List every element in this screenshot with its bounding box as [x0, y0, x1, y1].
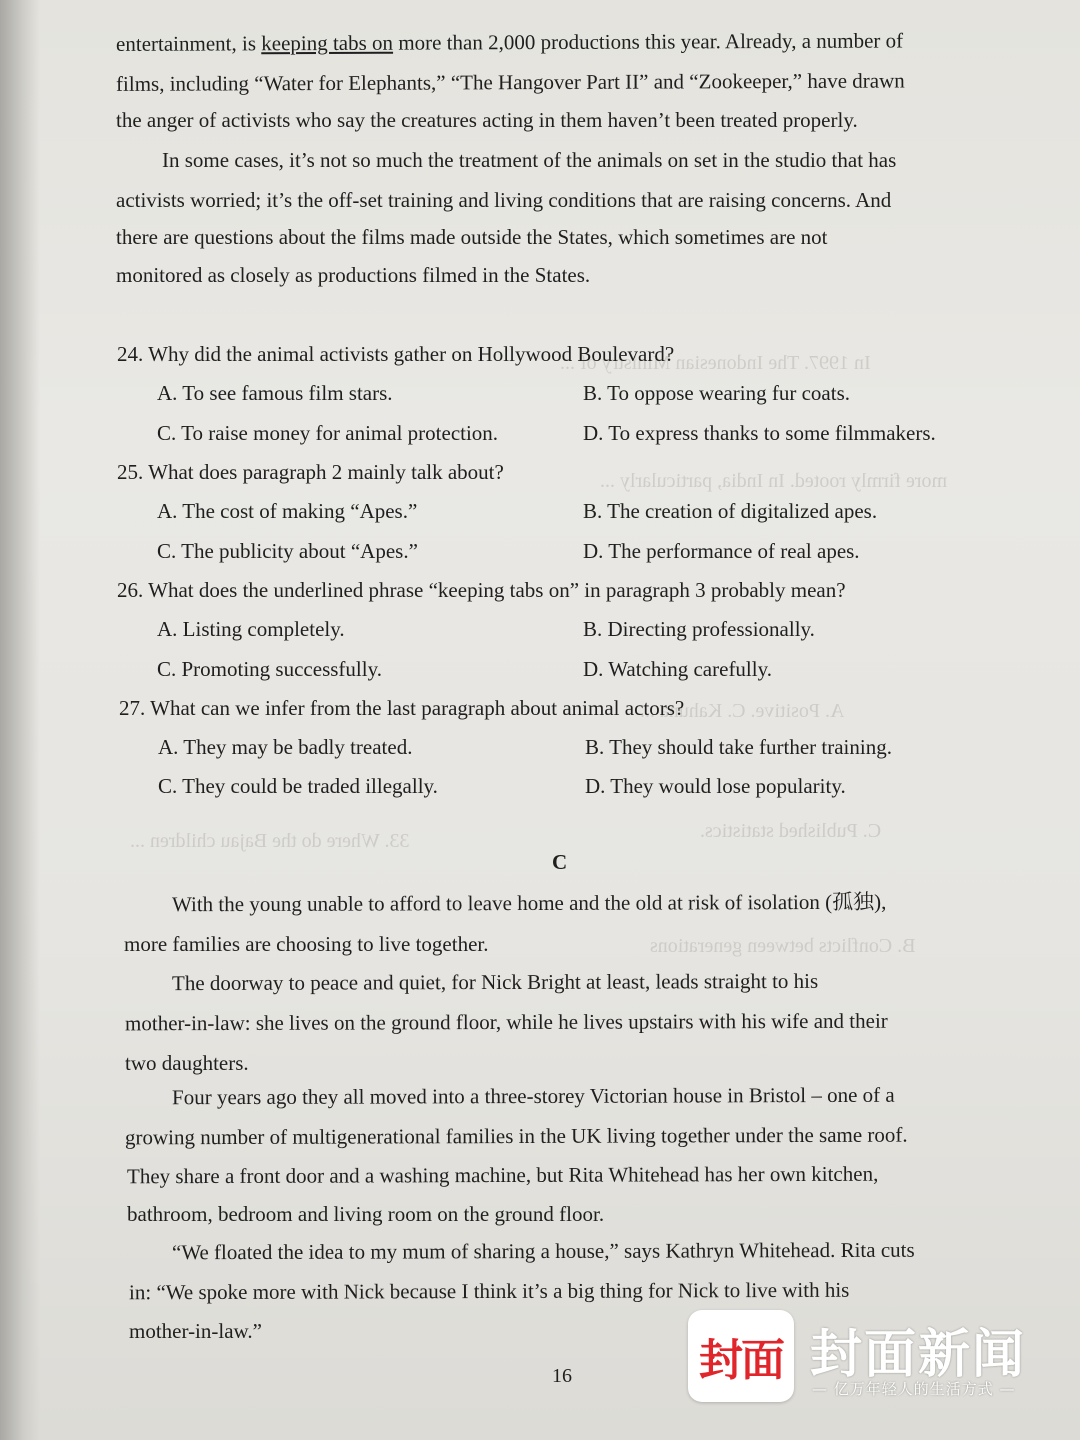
- passage-line: The doorway to peace and quiet, for Nick Bright at least, leads straight to his: [171, 968, 819, 996]
- option-c: C. Promoting successfully.: [157, 657, 382, 681]
- option-b: B. To oppose wearing fur coats.: [583, 381, 851, 405]
- passage-line: mother-in-law: she lives on the ground floor, while he lives upstairs with his wife and their: [124, 1008, 888, 1036]
- passage-line: activists worried; it’s the off-set training and living conditions that are raising concerns. And: [116, 188, 892, 212]
- page-number: 16: [552, 1365, 572, 1387]
- option-d: D. Watching carefully.: [583, 657, 772, 681]
- option-a: A. Listing completely.: [157, 617, 345, 641]
- bleed-through: B. Conflicts between generations: [650, 935, 916, 957]
- question-stem: 24. Why did the animal activists gather on Hollywood Boulevard?: [117, 342, 675, 366]
- question-stem: 26. What does the underlined phrase “keeping tabs on” in paragraph 3 probably mean?: [117, 578, 846, 602]
- passage-line: more families are choosing to live together.: [124, 932, 489, 956]
- passage-line: two daughters.: [125, 1051, 249, 1075]
- passage-line: films, including “Water for Elephants,” “The Hangover Part II” and “Zookeeper,” have drawn: [115, 68, 905, 96]
- option-a: A. The cost of making “Apes.”: [157, 499, 418, 523]
- underlined-phrase: keeping tabs on: [261, 30, 394, 56]
- passage-line: They share a front door and a washing machine, but Rita Whitehead has her own kitchen,: [126, 1161, 879, 1189]
- bleed-through: more firmly rooted. In India, particularly ...: [600, 470, 948, 492]
- watermark-tagline: — 亿万年轻人的生活方式 —: [812, 1380, 1016, 1398]
- option-c: C. The publicity about “Apes.”: [157, 539, 418, 563]
- book-gutter-shadow: [0, 0, 40, 1440]
- passage-line: growing number of multigenerational families in the UK living together under the same roof.: [124, 1122, 908, 1150]
- option-d: D. The performance of real apes.: [583, 539, 860, 563]
- passage-line: entertainment, is keeping tabs on more than 2,000 productions this year. Already, a number of: [115, 28, 904, 56]
- passage-line: “We floated the idea to my mum of sharing a house,” says Kathryn Whitehead. Rita cuts: [171, 1237, 915, 1265]
- option-b: B. Directing professionally.: [583, 617, 815, 641]
- question-stem: 27. What can we infer from the last paragraph about animal actors?: [119, 696, 685, 720]
- bleed-through: In 1997. The Indonesian Ministry of ...: [560, 352, 871, 374]
- bleed-through: C. Published statistics.: [700, 820, 882, 842]
- option-b: B. They should take further training.: [585, 735, 892, 759]
- passage-line: In some cases, it’s not so much the treatment of the animals on set in the studio that has: [162, 148, 897, 172]
- passage-line: there are questions about the films made outside the States, which sometimes are not: [116, 225, 828, 249]
- passage-line: With the young unable to afford to leave home and the old at risk of isolation (孤独),: [171, 889, 887, 917]
- bleed-through: 33. Where do the Bajau children ...: [130, 830, 410, 852]
- watermark-name: 封面新闻: [810, 1325, 1027, 1385]
- option-a: A. They may be badly treated.: [158, 735, 413, 759]
- passage-line: the anger of activists who say the creatures acting in them haven’t been treated properly.: [116, 108, 858, 132]
- bleed-through: A. Positive. C. Kahuna ...: [640, 700, 845, 722]
- watermark-logo-icon: 封面: [688, 1310, 794, 1402]
- passage-line: Four years ago they all moved into a three-storey Victorian house in Bristol – one of a: [171, 1082, 895, 1110]
- passage-line: in: “We spoke more with Nick because I think it’s a big thing for Nick to live with his: [128, 1277, 850, 1305]
- option-c: C. They could be traded illegally.: [158, 774, 438, 798]
- option-d: D. They would lose popularity.: [585, 774, 846, 798]
- passage-line: bathroom, bedroom and living room on the ground floor.: [127, 1202, 605, 1226]
- passage-line: monitored as closely as productions filmed in the States.: [116, 263, 591, 287]
- option-c: C. To raise money for animal protection.: [157, 421, 499, 445]
- section-heading: C: [552, 850, 568, 874]
- option-d: D. To express thanks to some filmmakers.: [583, 421, 936, 445]
- option-a: A. To see famous film stars.: [157, 381, 393, 405]
- question-stem: 25. What does paragraph 2 mainly talk about?: [117, 460, 504, 484]
- option-b: B. The creation of digitalized apes.: [583, 499, 878, 523]
- passage-line: mother-in-law.”: [129, 1319, 262, 1343]
